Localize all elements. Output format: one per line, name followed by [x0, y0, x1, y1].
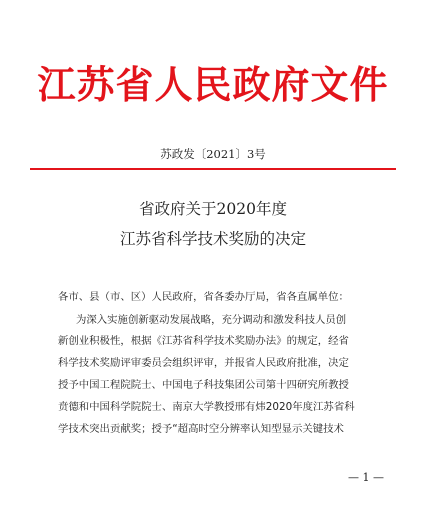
document-number: 苏政发〔2021〕3号	[160, 147, 266, 161]
page-number: — 1 —	[348, 471, 384, 484]
document-title-line-1: 省政府关于2020年度	[139, 200, 287, 218]
body-line: 新创业积极性，根据《江苏省科学技术奖励办法》的规定，经省	[58, 335, 349, 347]
body-line: 贲德和中国科学院院士、南京大学教授邢有炜2020年度江苏省科	[58, 401, 355, 413]
body-line: 为深入实施创新驱动发展战略，充分调动和激发科技人员创	[76, 314, 347, 326]
red-divider-rule	[30, 168, 396, 170]
masthead-title: 江苏省人民政府文件	[37, 63, 389, 107]
document-title-line-2: 江苏省科学技术奖励的决定	[119, 230, 306, 248]
body-line: 授予中国工程院院士、中国电子科技集团公司第十四研究所教授	[58, 379, 349, 391]
body-line: 学技术突出贡献奖；授予“超高时空分辨率认知型显示关键技术	[58, 423, 344, 435]
body-line-addressees: 各市、县（市、区）人民政府，省各委办厅局，省各直属单位：	[58, 291, 349, 303]
body-line: 科学技术奖励评审委员会组织评审，并报省人民政府批准，决定	[58, 357, 349, 369]
